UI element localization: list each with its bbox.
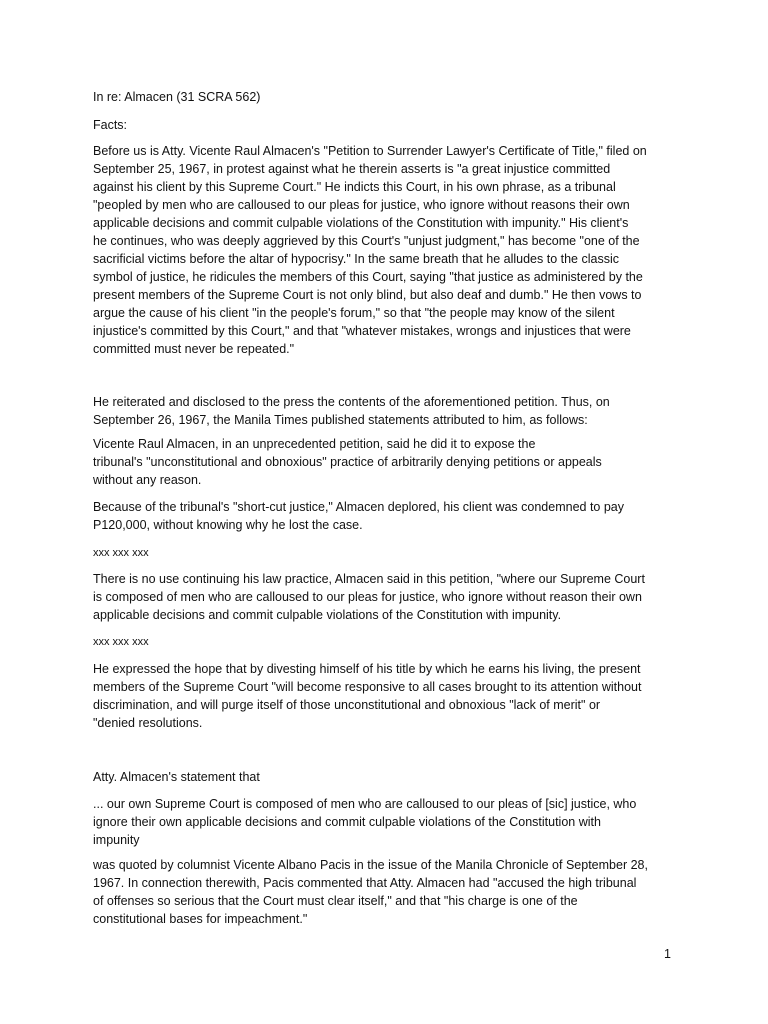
paragraph-petition xyxy=(93,142,683,358)
quote-expose xyxy=(93,435,683,489)
case-heading: In re: Almacen (31 SCRA 562) xyxy=(93,90,261,104)
text-line: was quoted by columnist Vicente Albano Pacis in the issue of the Manila Chronicle of September 28, xyxy=(93,858,648,872)
text-line: impunity xyxy=(93,833,140,847)
text-line: applicable decisions and commit culpable violations of the Constitution with impunity." His client's xyxy=(93,216,629,230)
text-line: constitutional bases for impeachment." xyxy=(93,912,308,926)
text-line: without any reason. xyxy=(93,473,202,487)
text-line: of offenses so serious that the Court must clear itself," and that "his charge is one of the xyxy=(93,894,578,908)
quote-divesting xyxy=(93,660,683,732)
text-line: Vicente Raul Almacen, in an unprecedented petition, said he did it to expose the xyxy=(93,437,536,451)
text-line: He expressed the hope that by divesting himself of his title by which he earns his living, the present xyxy=(93,662,641,676)
paragraph-statement: Atty. Almacen's statement that xyxy=(93,770,260,784)
text-line: "denied resolutions. xyxy=(93,716,203,730)
text-line: ... our own Supreme Court is composed of men who are calloused to our pleas of [sic] justice, who xyxy=(93,797,637,811)
text-line: sacrificial victims before the altar of hypocrisy." In the same breath that he alludes to the classic xyxy=(93,252,619,266)
text-line: September 26, 1967, the Manila Times published statements attributed to him, as follows: xyxy=(93,413,588,427)
paragraph-press xyxy=(93,393,683,429)
text-line: tribunal's "unconstitutional and obnoxious" practice of arbitrarily denying petitions or appeals xyxy=(93,455,602,469)
text-line: discrimination, and will purge itself of those unconstitutional and obnoxious "lack of merit" or xyxy=(93,698,601,712)
text-line: present members of the Supreme Court is not only blind, but also deaf and dumb." He then vows to xyxy=(93,288,642,302)
facts-label: Facts: xyxy=(93,118,128,132)
text-line: injustice's committed by this Court," and that "whatever mistakes, wrongs and injustices that were xyxy=(93,324,631,338)
quote-statement xyxy=(93,795,683,849)
text-line: members of the Supreme Court "will become responsive to all cases brought to its attention without xyxy=(93,680,642,694)
text-line: applicable decisions and commit culpable violations of the Constitution with impunity. xyxy=(93,608,562,622)
text-line: ignore their own applicable decisions and commit culpable violations of the Constitution with xyxy=(93,815,601,829)
text-line: There is no use continuing his law practice, Almacen said in this petition, "where our Supreme Court xyxy=(93,572,645,586)
text-line: against his client by this Supreme Court." He indicts this Court, in his own phrase, as a tribunal xyxy=(93,180,616,194)
quote-short-cut xyxy=(93,498,683,534)
quote-law-practice xyxy=(93,570,683,624)
text-line: committed must never be repeated." xyxy=(93,342,295,356)
text-line: He reiterated and disclosed to the press the contents of the aforementioned petition. Thus, on xyxy=(93,395,610,409)
text-line: he continues, who was deeply aggrieved by this Court's "unjust judgment," has become "one of the xyxy=(93,234,640,248)
text-line: 1967. In connection therewith, Pacis commented that Atty. Almacen had "accused the high tribunal xyxy=(93,876,637,890)
text-line: September 25, 1967, in protest against what he therein asserts is "a great injustice committed xyxy=(93,162,611,176)
text-line: "peopled by men who are calloused to our pleas for justice, who ignore without reasons their own xyxy=(93,198,630,212)
separator-xxx: xxx xxx xxx xyxy=(93,636,149,648)
text-line: is composed of men who are calloused to our pleas for justice, who ignore without reason their own xyxy=(93,590,642,604)
text-line: argue the cause of his client "in the people's forum," so that "the people may know of the silent xyxy=(93,306,615,320)
text-line: Before us is Atty. Vicente Raul Almacen's "Petition to Surrender Lawyer's Certificate of Title," filed on xyxy=(93,144,647,158)
text-line: symbol of justice, he ridicules the members of this Court, saying "that justice as administered by the xyxy=(93,270,643,284)
page-number: 1 xyxy=(664,947,671,961)
paragraph-pacis xyxy=(93,856,683,928)
separator-xxx: xxx xxx xxx xyxy=(93,547,149,559)
text-line: P120,000, without knowing why he lost the case. xyxy=(93,518,363,532)
text-line: Because of the tribunal's "short-cut justice," Almacen deplored, his client was condemned to pay xyxy=(93,500,624,514)
